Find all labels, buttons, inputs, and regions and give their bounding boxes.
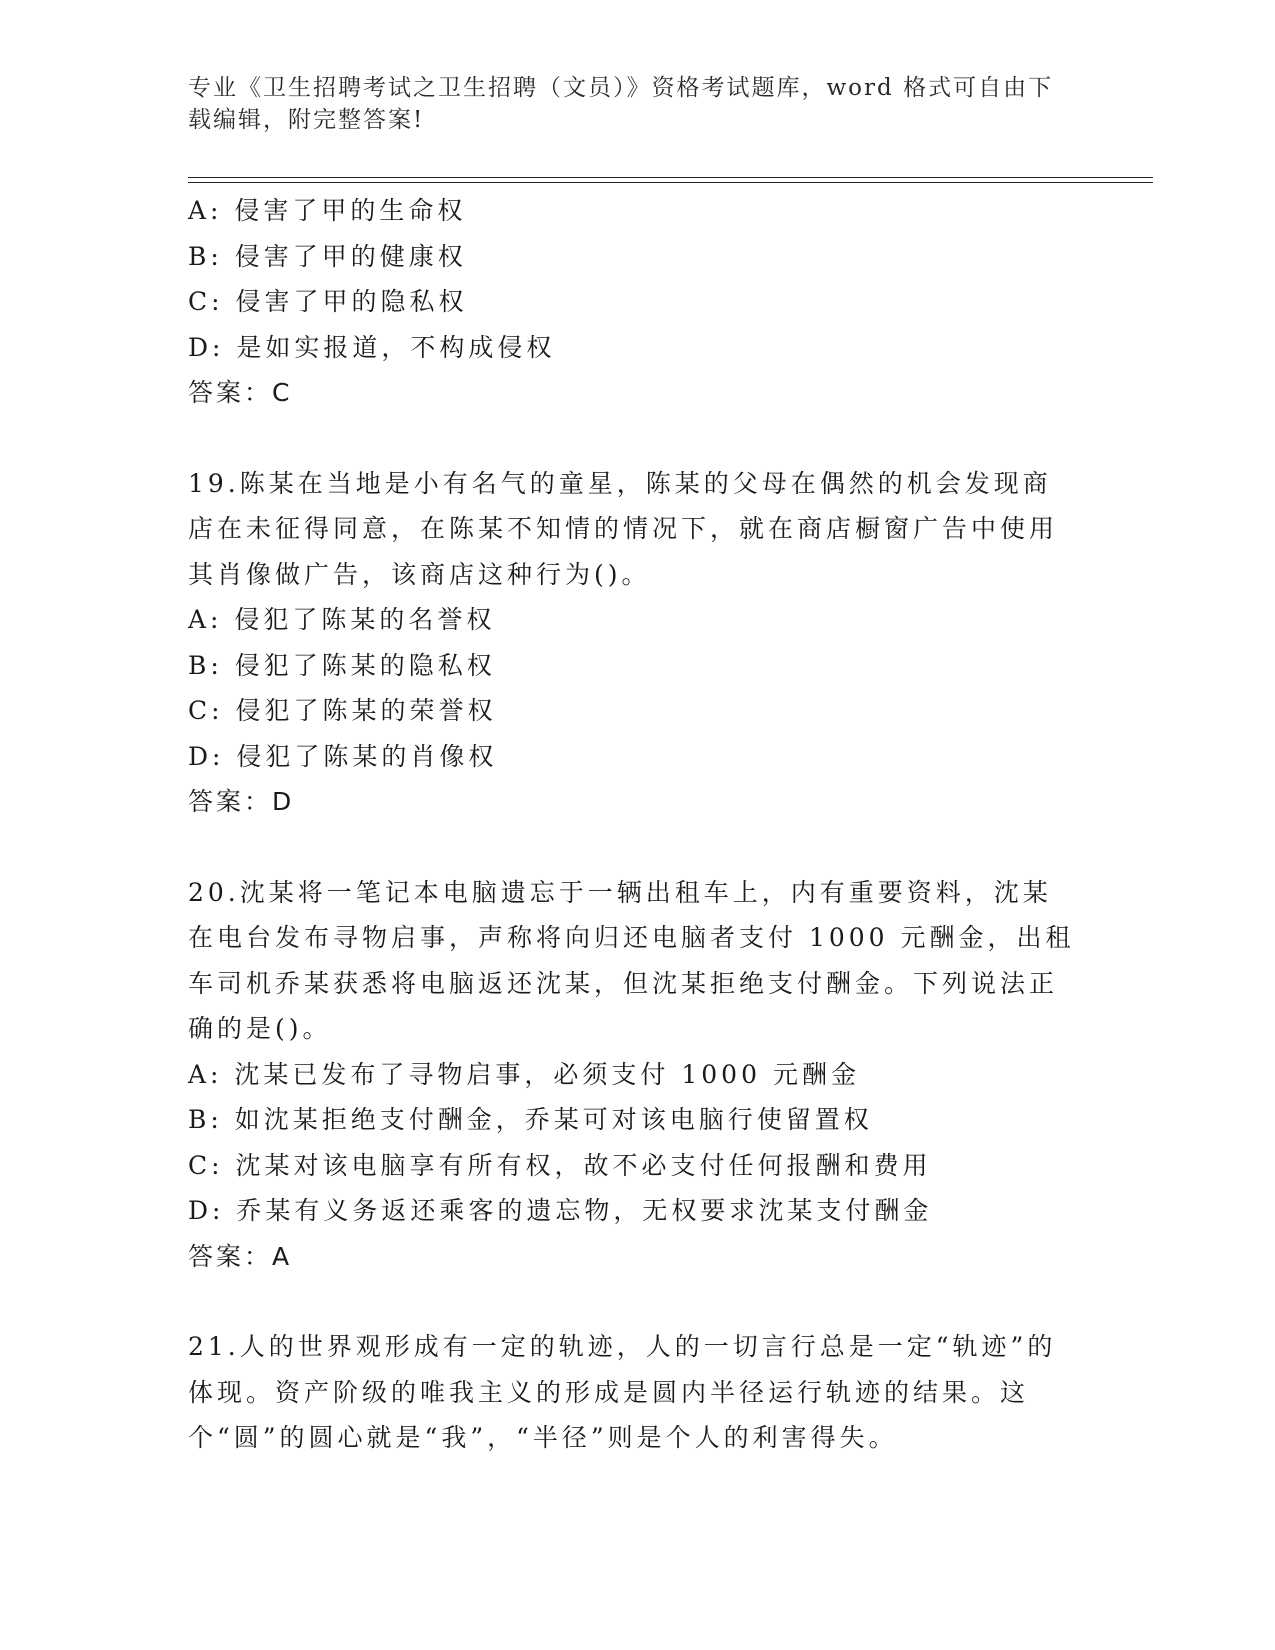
q19-option-b: B: 侵犯了陈某的隐私权	[188, 650, 496, 680]
q20-stem: 20.沈某将一笔记本电脑遗忘于一辆出租车上，内有重要资料，沈某在电台发布寻物启事，声称将向归还电脑者支付 1000 元酬金，出租车司机乔某获悉将电脑返还沈某，但沈某拒绝支付酬金。下列说法正确的是()。	[188, 877, 1075, 1043]
q20-option-a: A: 沈某已发布了寻物启事，必须支付 1000 元酬金	[188, 1059, 860, 1089]
q21-stem: 21.人的世界观形成有一定的轨迹，人的一切言行总是一定“轨迹”的体现。资产阶级的唯我主义的形成是圆内半径运行轨迹的结果。这个“圆”的圆心就是“我”，“半径”则是个人的利害得失。	[188, 1332, 1057, 1452]
question-content	[188, 188, 1088, 1461]
q18-option-c: C: 侵害了甲的隐私权	[188, 287, 468, 316]
page-header: 专业《卫生招聘考试之卫生招聘（文员）》资格考试题库，word 格式可自由下载编辑，附完整答案!	[188, 75, 1054, 133]
q20-option-c: C: 沈某对该电脑享有所有权，故不必支付任何报酬和费用	[188, 1150, 932, 1180]
q18-option-d: D: 是如实报道，不构成侵权	[188, 332, 556, 362]
q20-option-b: B: 如沈某拒绝支付酬金，乔某可对该电脑行使留置权	[188, 1105, 873, 1134]
q18-option-a: A: 侵害了甲的生命权	[188, 196, 467, 225]
q20-answer: 答案：A	[188, 1241, 293, 1271]
q19-stem: 19.陈某在当地是小有名气的童星，陈某的父母在偶然的机会发现商店在未征得同意，在陈某不知情的情况下，就在商店橱窗广告中使用其肖像做广告，该商店这种行为()。	[188, 468, 1059, 589]
q19-option-a: A: 侵犯了陈某的名誉权	[188, 605, 496, 634]
q19-option-d: D: 侵犯了陈某的肖像权	[188, 741, 498, 771]
q19-option-c: C: 侵犯了陈某的荣誉权	[188, 696, 497, 725]
question-20-block	[188, 870, 1088, 1280]
question-21-block	[188, 1324, 1088, 1461]
q18-answer: 答案：C	[188, 378, 293, 407]
q19-answer: 答案：D	[188, 787, 295, 816]
question-19-block	[188, 461, 1088, 825]
q20-option-d: D: 乔某有义务返还乘客的遗忘物，无权要求沈某支付酬金	[188, 1196, 933, 1225]
question-18-block	[188, 188, 1088, 416]
header-rule-bottom	[188, 182, 1153, 183]
q18-option-b: B: 侵害了甲的健康权	[188, 241, 467, 271]
header-rule-top	[188, 177, 1153, 178]
